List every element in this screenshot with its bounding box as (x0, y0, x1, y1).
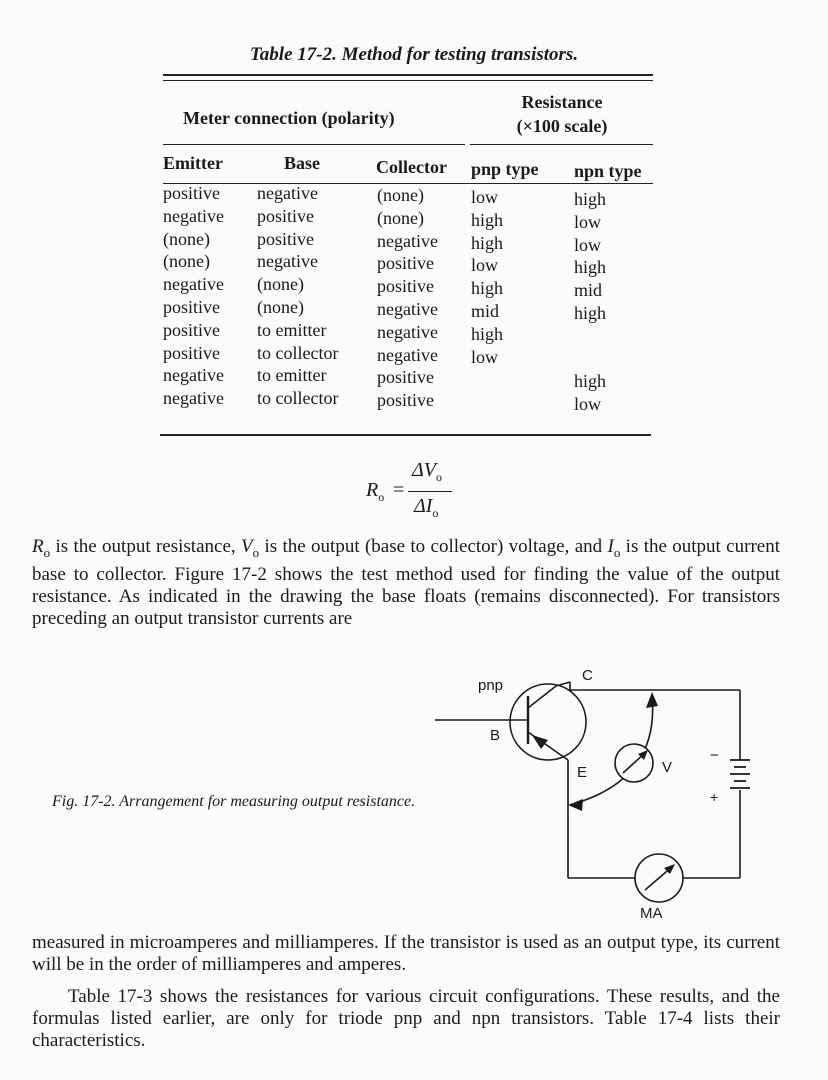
table-cell: positive (163, 319, 220, 340)
output-resistance-formula (360, 455, 480, 525)
table-cell: low (574, 394, 601, 415)
table-cell: mid (471, 301, 500, 321)
table-cell: high (471, 323, 504, 344)
paragraph-table-references: Table 17-3 shows the resistances for various circuit configurations. These results, and the formulas listed earlier, are only for triode pnp and npn transistors. Table 17-4 lists their characteristics. (32, 986, 780, 1051)
table-cell: high (574, 189, 607, 209)
table-cell: (none) (257, 297, 304, 317)
table-cell: high (471, 209, 504, 230)
table-cell: high (471, 232, 504, 253)
arc-arrow-top-icon (646, 692, 658, 708)
table-cell: to emitter (257, 319, 327, 340)
table-cell: negative (377, 344, 438, 365)
table-cell: to collector (257, 388, 339, 409)
table-title: Table 17-2. Method for testing transistors. (249, 44, 579, 65)
col-npn: npn type (574, 161, 642, 181)
label-milliammeter: MA (640, 905, 663, 922)
table-cell: high (471, 278, 504, 299)
table-cell: negative (163, 205, 224, 226)
col-collector: Collector (376, 157, 447, 177)
table-cell: high (574, 303, 607, 323)
table-cell: negative (377, 299, 438, 319)
table-cell: positive (163, 297, 220, 317)
battery-icon (730, 760, 750, 788)
formula-denominator: $\Delta I_o$ (414, 495, 439, 520)
table-cell: negative (257, 251, 318, 272)
emitter-arrow-icon (532, 735, 548, 749)
table-cell: low (574, 234, 601, 255)
table-cell: positive (163, 183, 220, 203)
table-cell: (none) (163, 251, 210, 272)
resistance-header-rule (470, 144, 653, 145)
table-cell: low (471, 346, 498, 367)
column-header-rule (163, 183, 653, 184)
formula-equals: = (393, 479, 405, 501)
table-cell: high (574, 257, 607, 278)
label-collector: C (582, 667, 593, 684)
table-cell: negative (377, 321, 438, 342)
formula-numerator: $\Delta V_o$ (412, 459, 442, 484)
table-bottom-rule (160, 434, 651, 436)
resistance-header: Resistance (521, 92, 603, 112)
transistor-symbol (510, 684, 586, 760)
table-cell: positive (257, 228, 314, 249)
table-cell: (none) (377, 207, 424, 228)
resistance-scale-header: (×100 scale) (516, 116, 608, 136)
label-voltmeter: V (662, 759, 673, 776)
meter-header-rule (163, 144, 465, 145)
table-cell: low (471, 255, 498, 276)
label-emitter: E (577, 764, 588, 781)
table-cell: positive (257, 205, 314, 226)
label-pnp: pnp (478, 677, 504, 694)
arc-arrow-bottom-icon (568, 799, 583, 811)
table-cell: (none) (163, 228, 210, 249)
table-cell: positive (377, 276, 434, 297)
table-cell: positive (163, 342, 220, 363)
table-cell: high (574, 371, 607, 392)
table-cell: positive (377, 367, 434, 388)
label-battery-minus: − (710, 747, 719, 764)
meter-connection-header: Meter connection (polarity) (183, 108, 395, 128)
table-cell: (none) (377, 185, 424, 205)
col-emitter: Emitter (163, 153, 223, 173)
table-cell: low (471, 187, 498, 207)
figure-caption: Fig. 17-2. Arrangement for measuring output resistance. (52, 793, 416, 810)
paragraph-current-ranges: measured in microamperes and milliamperes. If the transistor is used as an output type, its current will be in the order of milliamperes and amperes. (32, 932, 780, 975)
table-cell: low (574, 211, 601, 232)
table-cell: negative (377, 230, 438, 251)
table-cell: mid (574, 280, 603, 301)
table-cell: positive (377, 253, 434, 274)
table-cell: to emitter (257, 365, 327, 386)
table-cell: to collector (257, 342, 339, 363)
col-base: Base (284, 153, 320, 173)
table-cell: negative (163, 388, 224, 409)
table-cell: negative (163, 365, 224, 386)
label-battery-plus: + (710, 789, 719, 805)
formula-lhs: $R_o$ (366, 479, 385, 504)
table-top-rule-2 (163, 80, 653, 81)
milliammeter-icon (635, 854, 683, 902)
table-cell: negative (163, 274, 224, 295)
table-cell: (none) (257, 274, 304, 295)
table-cell: negative (257, 183, 318, 203)
fraction-bar (408, 491, 452, 492)
voltmeter-icon (615, 744, 653, 782)
label-base: B (490, 727, 501, 744)
col-pnp: pnp type (471, 159, 539, 179)
output-resistance-circuit-figure (420, 660, 780, 925)
paragraph-output-resistance: $R_o$ is the output resistance, $V_o$ is the output (base to collector) voltage, and $I_o$ is the output current base to collector. Figure 17-2 shows the test method used for finding the value of the output resistance. As indicated in the drawing the base floats (remains disconnected). For transistors preceding an output transistor currents are (32, 536, 780, 629)
table-top-rule (163, 74, 653, 76)
table-cell: positive (377, 390, 434, 411)
